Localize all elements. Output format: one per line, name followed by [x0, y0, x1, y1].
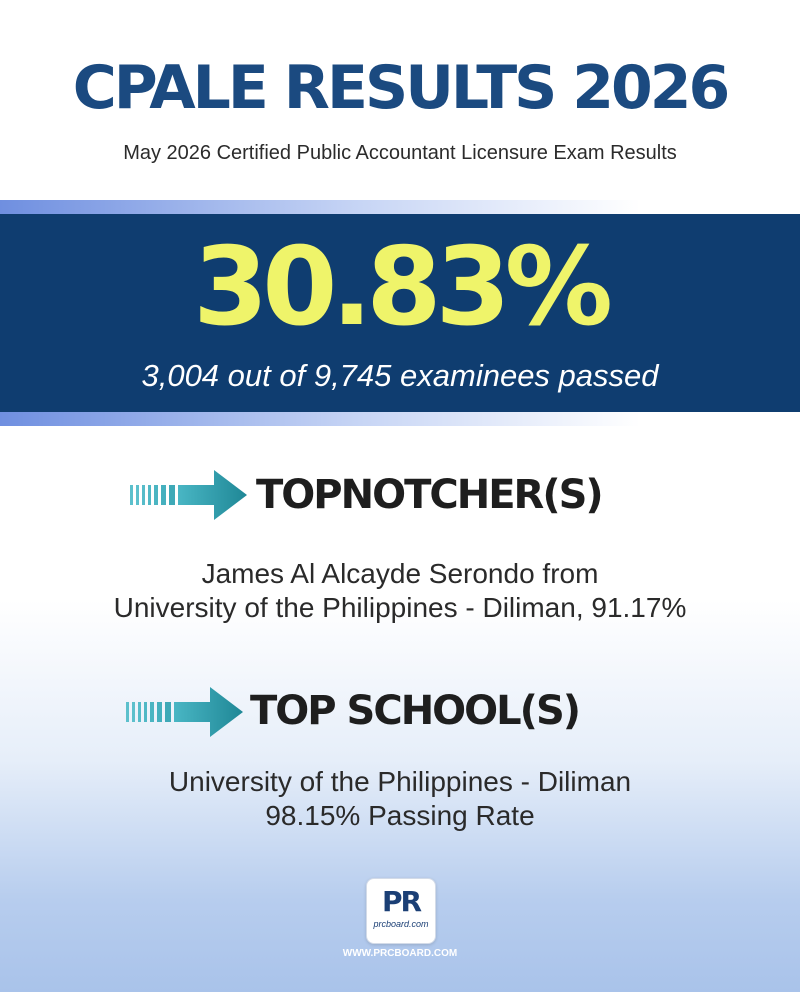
- page-title: CPALE RESULTS 2026: [72, 53, 728, 123]
- page-subtitle: May 2026 Certified Public Accountant Licensure Exam Results: [123, 142, 677, 164]
- logo-text: PR: [381, 885, 421, 918]
- website-url: WWW.PRCBOARD.COM: [342, 948, 458, 959]
- top-schools-heading: TOP SCHOOL(S): [250, 688, 580, 734]
- arrow-right-icon: [126, 685, 244, 739]
- topnotcher-school-score: University of the Philippines - Diliman, 91.17%: [113, 592, 687, 623]
- bottom-accent-stripe: [0, 412, 800, 426]
- topnotcher-name: James Al Alcayde Serondo from: [201, 558, 599, 589]
- logo-subtext: prcboard.com: [373, 919, 429, 929]
- prcboard-logo: [366, 878, 436, 944]
- top-school-rate: 98.15% Passing Rate: [265, 800, 535, 831]
- top-accent-stripe: [0, 200, 800, 214]
- passers-summary: 3,004 out of 9,745 examinees passed: [141, 358, 659, 393]
- topnotchers-heading: TOPNOTCHER(S): [256, 472, 602, 518]
- passing-rate: 30.83%: [193, 225, 607, 350]
- top-school-name: University of the Philippines - Diliman: [168, 766, 632, 797]
- arrow-right-icon: [130, 468, 248, 522]
